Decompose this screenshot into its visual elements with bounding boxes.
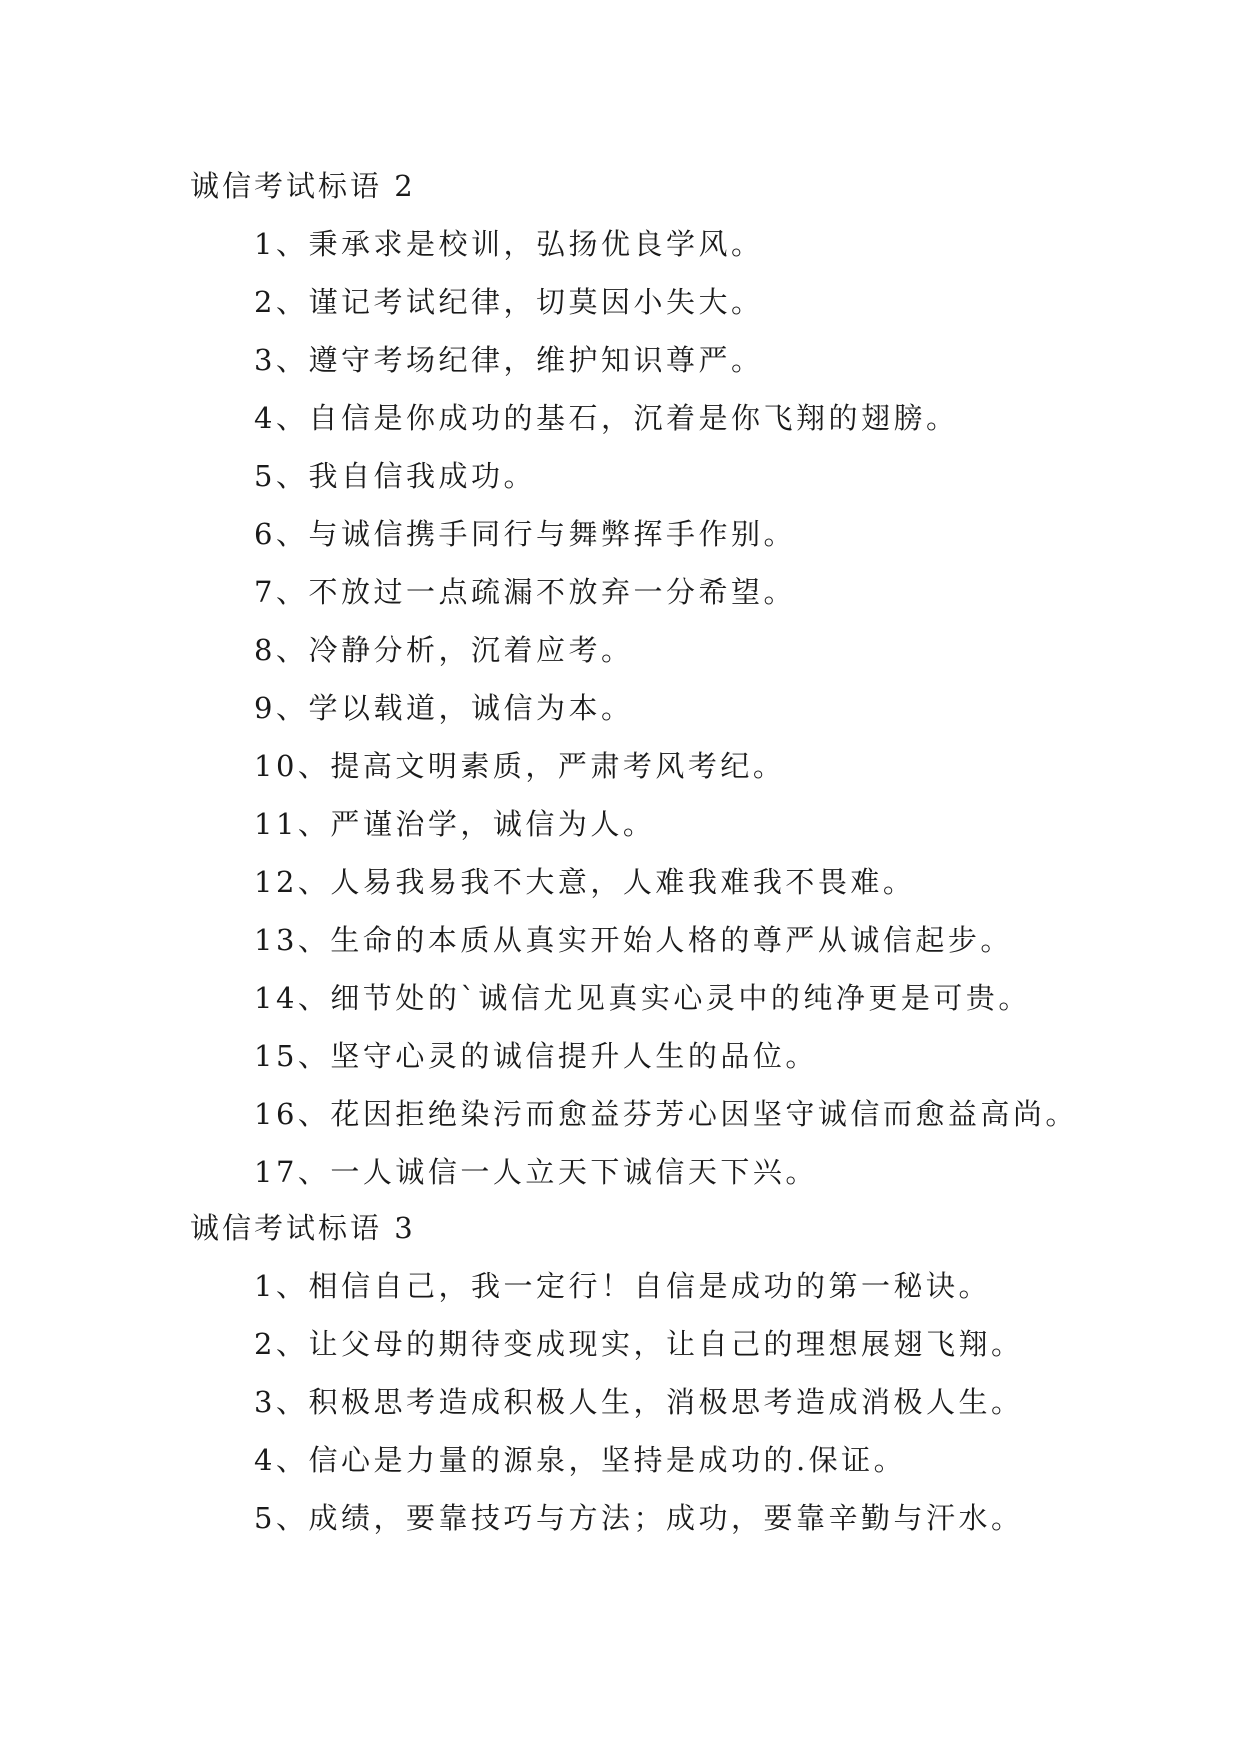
slogan-item: 4、信心是力量的源泉，坚持是成功的.保证。: [254, 1443, 907, 1477]
slogan-item: 17、一人诚信一人立天下诚信天下兴。: [254, 1155, 818, 1189]
slogan-item: 13、生命的本质从真实开始人格的尊严从诚信起步。: [254, 923, 1013, 957]
slogan-item: 5、成绩，要靠技巧与方法；成功，要靠辛勤与汗水。: [254, 1501, 1024, 1535]
slogan-item: 7、不放过一点疏漏不放弃一分希望。: [254, 575, 796, 609]
slogan-item: 12、人易我易我不大意，人难我难我不畏难。: [254, 865, 916, 899]
slogan-item: 2、谨记考试纪律，切莫因小失大。: [254, 285, 764, 319]
slogan-item: 4、自信是你成功的基石，沉着是你飞翔的翅膀。: [254, 401, 959, 435]
slogan-item: 10、提高文明素质，严肃考风考纪。: [254, 749, 786, 783]
slogan-item: 1、相信自己，我一定行！自信是成功的第一秘诀。: [254, 1269, 991, 1303]
section-title-2: 诚信考试标语 2: [190, 169, 416, 203]
slogan-item: 11、严谨治学，诚信为人。: [254, 807, 656, 841]
slogan-item: 9、学以载道，诚信为本。: [254, 691, 634, 725]
slogan-item: 5、我自信我成功。: [254, 459, 536, 493]
section-title-3: 诚信考试标语 3: [190, 1211, 416, 1245]
slogan-item: 16、花因拒绝染污而愈益芬芳心因坚守诚信而愈益高尚。: [254, 1097, 1078, 1131]
slogan-item: 14、细节处的`诚信尤见真实心灵中的纯净更是可贵。: [254, 981, 1031, 1015]
slogan-item: 1、秉承求是校训，弘扬优良学风。: [254, 227, 764, 261]
slogan-item: 15、坚守心灵的诚信提升人生的品位。: [254, 1039, 818, 1073]
slogan-item: 3、积极思考造成积极人生，消极思考造成消极人生。: [254, 1385, 1024, 1419]
slogan-item: 2、让父母的期待变成现实，让自己的理想展翅飞翔。: [254, 1327, 1024, 1361]
slogan-item: 8、冷静分析，沉着应考。: [254, 633, 634, 667]
slogan-item: 3、遵守考场纪律，维护知识尊严。: [254, 343, 764, 377]
slogan-item: 6、与诚信携手同行与舞弊挥手作别。: [254, 517, 796, 551]
